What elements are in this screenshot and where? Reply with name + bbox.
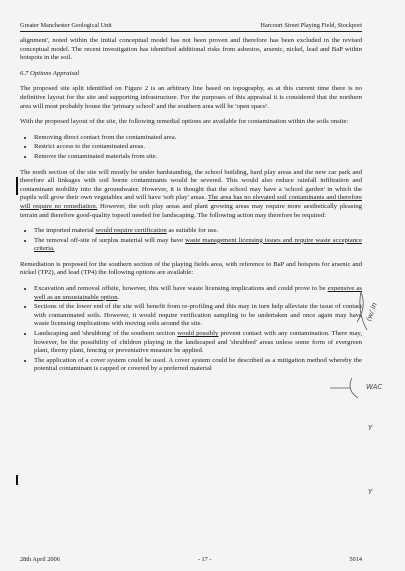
page-number: - 17 - [197, 556, 212, 563]
item-text: as suitable for use. [166, 227, 219, 235]
footer-ref: 5014 [349, 556, 362, 563]
paragraph-3-underlined: The area has no elevated soil contaminants and therefore will require no remediation. [20, 194, 362, 210]
item-text: Excavation and removal offsite, however, this will have waste licensing implications and could prove to be [34, 285, 328, 293]
list-item: • Restrict access to the contaminated areas. [34, 143, 362, 152]
item-text: . [117, 293, 120, 301]
item-underlined: waste management licensing issues and require waste acceptance criteria. [34, 236, 362, 253]
annotation-stroke [357, 292, 367, 330]
item-underlined: would possibly [177, 330, 219, 338]
item-text: The application of a cover system could be used. A cover system could be described as a mitigation method whereby the potential contaminant is capped or covered by a preferred material [34, 356, 362, 373]
section-heading: 6.7 Options Appraisal [20, 69, 80, 77]
paragraph-3-text: The north section of the site will mostly be under hardstanding, the school building, hard play areas and the new car park and therefore all linkages with soil borne contaminants would be severed. This would also reduce rainfall infiltration and contaminant mobility into the groundwater. However, it is thought that the school may have a 'school garden' in which the pupils will grow their own vegetables and will have 'soft play' areas. [20, 168, 362, 202]
paragraph-4: Remediation is proposed for the southern section of the playing fields area, with reference to BaP and hotspots for arsenic and nickel (TP2), and lead (TP4) the following options are available: [20, 260, 362, 277]
item-text: Sections of the lower end of the site will benefit from re-profiling and this may in turn help alleviate the issue of contact with contaminated soils. However, it would require verification sampling to be undertaken and once again may have waste licensing implications with moving soils around the site. [34, 303, 362, 328]
handwritten-tick: Y [368, 424, 373, 432]
list-item: • Removing direct contact from the contaminated area. [34, 134, 362, 143]
item-underlined: expensive as well as an unsustainable option [34, 285, 363, 301]
header-left: Greater Manchester Geological Unit [20, 22, 112, 29]
paragraph-1: The proposed site split identified on Figure 2 is an arbitrary line based on topography, as at this current time there is no definitive layout for the site and supporting infrastructure. For the purposes of this appraisal it is considered that the northern area will most probably house the 'primary school' and the southern area will be 'open space'. [20, 85, 362, 110]
page-footer [20, 556, 362, 563]
item-text: Landscaping and 'shrubbing' of the southern section [34, 330, 178, 338]
paragraph-2: With the proposed layout of the site, the following remedial options are available for contamination within the soils onsite: [20, 118, 349, 126]
annotation-stroke [350, 378, 358, 398]
handwritten-note: (w/ in [364, 301, 379, 323]
item-underlined: would require certification [95, 227, 167, 235]
paragraph-3-end: However, the soft play areas and plant growing areas may require more aesthetically pleasing terrain and therefore good-quality topsoil needed for landscaping. The following action may therefore be required: [20, 202, 363, 219]
item-text: prevent contact with any contamination. There may, however, be the possibility of children playing in the landscaped and 'shrubbed' areas unless some form of evergreen plant, thorny plant, fencing or preventative measure be applied. [34, 330, 363, 355]
item-text: The imported material [34, 227, 96, 235]
handwritten-tick: Y [368, 488, 373, 496]
item-text: The removal off-site of surplus material will may have [34, 236, 186, 244]
list-item: • Remove the contaminated materials from site. [34, 153, 362, 162]
header-right: Harcourt Street Playing Field, Stockport [260, 22, 362, 29]
handwritten-note: WAC [366, 383, 383, 391]
footer-date: 28th April 2006 [20, 556, 60, 563]
intro-paragraph: alignment', noted within the initial conceptual model has not been proven and therefore has been excluded in the revised conceptual model. The recent investigation has identified additional risks from asbestos, arsenic, nickel, lead and BaP within hotspots in the soil. [20, 37, 362, 62]
